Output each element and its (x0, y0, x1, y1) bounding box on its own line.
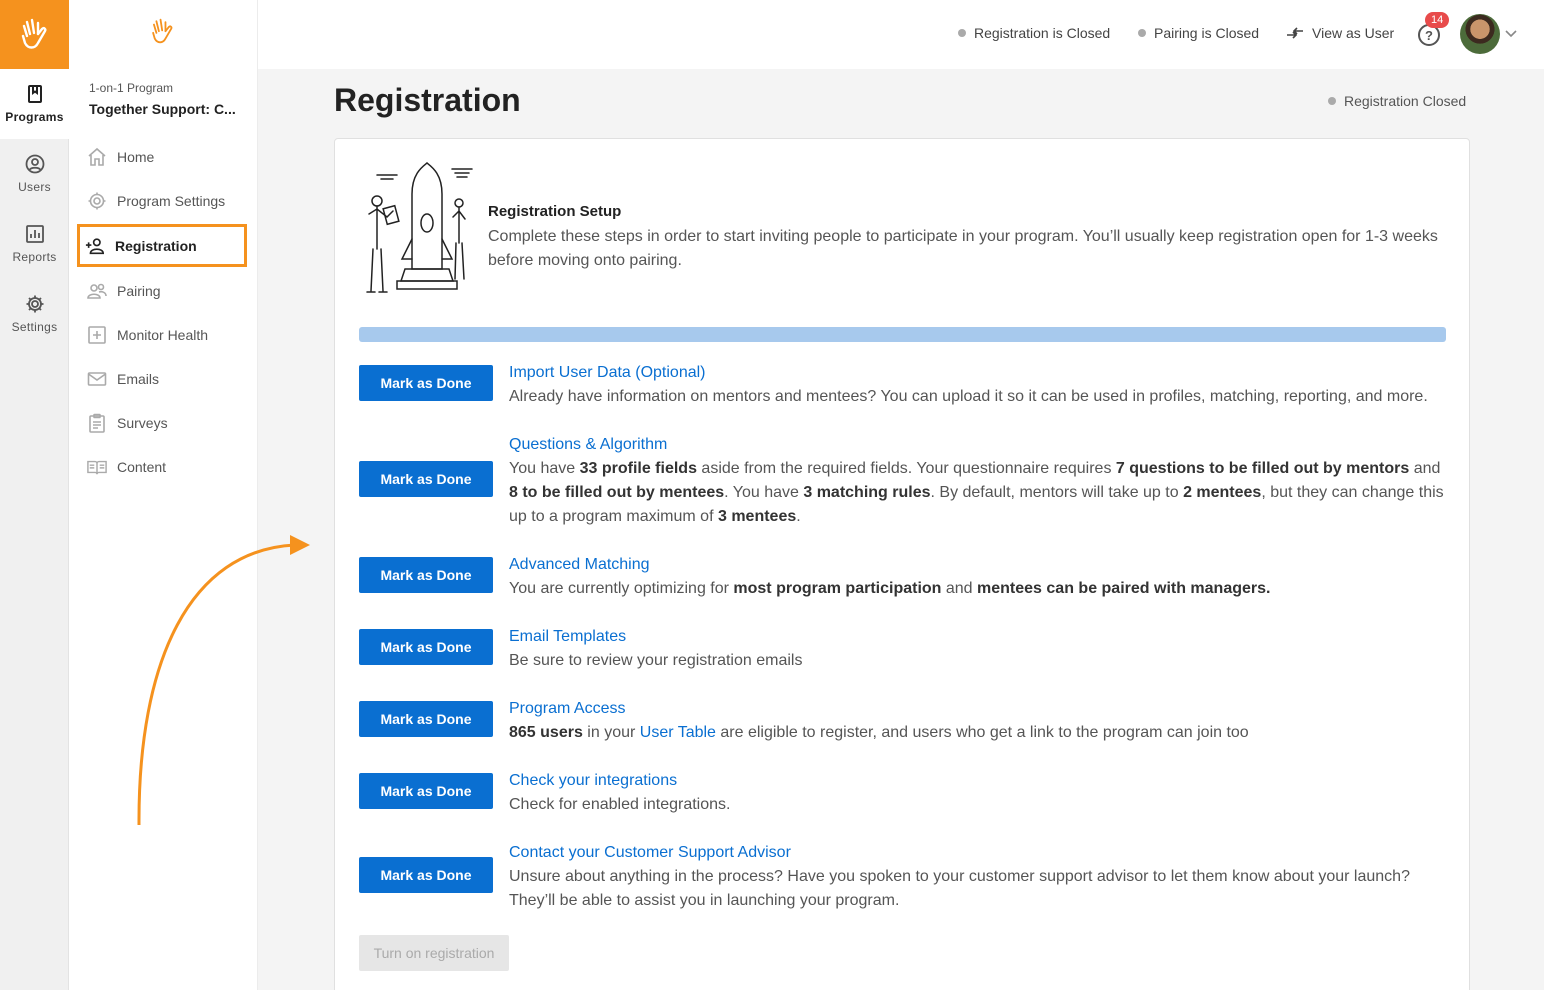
mark-as-done-button[interactable]: Mark as Done (359, 461, 493, 497)
step-title-link[interactable]: Import User Data (Optional) (509, 364, 706, 381)
setup-description: Complete these steps in order to start inviting people to participate in your program. You’ll usually keep registration open for 1-3 weeks before moving onto pairing. (488, 228, 1438, 269)
home-icon (87, 147, 107, 167)
step-title-link[interactable]: Questions & Algorithm (509, 436, 668, 453)
mark-as-done-button[interactable]: Mark as Done (359, 701, 493, 737)
step-title-link[interactable]: Email Templates (509, 628, 627, 645)
sidebar-item-label: Pairing (117, 283, 161, 299)
rail-item-reports[interactable] (0, 209, 69, 279)
book-icon (87, 457, 107, 477)
turn-on-registration-button[interactable]: Turn on registration (359, 935, 509, 971)
sidebar-item-label: Program Settings (117, 193, 226, 209)
sidebar-item-registration[interactable] (77, 224, 247, 267)
pairing-status-chip (1138, 25, 1259, 41)
user-circle-icon (25, 154, 45, 174)
rail-item-label: Users (18, 180, 51, 194)
annotation-arrow (130, 530, 320, 830)
chevron-down-icon[interactable] (1504, 26, 1518, 40)
app-rail (0, 0, 69, 990)
page-status-text: Registration Closed (1344, 93, 1467, 109)
clipboard-icon (87, 413, 107, 433)
waving-hand-icon (149, 16, 177, 48)
sidebar-item-label: Emails (117, 371, 160, 387)
notification-badge: 14 (1425, 12, 1449, 28)
gear-icon (87, 191, 107, 211)
step-description: You have 33 profile fields aside from the required fields. Your questionnaire requires 7 questions to be filled out by mentors and 8 to be filled out by mentees. You have 3 matching rules. By default, mentors will take up to 2 mentees, but they can change this up to a program maximum of 3 mentees. (509, 460, 1444, 525)
step-title-link[interactable]: Program Access (509, 700, 626, 717)
step-title-link[interactable]: Advanced Matching (509, 556, 650, 573)
rail-item-label: Programs (5, 110, 64, 124)
sidebar-item-label: Surveys (117, 415, 168, 431)
top-bar (258, 0, 1544, 69)
gear-icon (25, 294, 45, 314)
mail-icon (87, 369, 107, 389)
users-icon (87, 281, 107, 301)
rail-item-label: Settings (11, 320, 58, 334)
setup-title: Registration Setup (488, 203, 622, 220)
registration-status-text: Registration is Closed (974, 25, 1111, 41)
view-as-user-label: View as User (1312, 25, 1395, 41)
mark-as-done-button[interactable]: Mark as Done (359, 773, 493, 809)
sidebar-item-emails[interactable] (79, 359, 247, 399)
user-table-link[interactable]: User Table (639, 724, 716, 741)
sidebar-item-surveys[interactable] (79, 403, 247, 443)
sidebar-item-program-settings[interactable] (79, 181, 247, 221)
sidebar-item-content[interactable] (79, 447, 247, 487)
step-description: Already have information on mentors and mentees? You can upload it so it can be used in profiles, matching, reporting, and more. (509, 388, 1428, 405)
sidebar-item-monitor-health[interactable] (79, 315, 247, 355)
status-dot (1138, 29, 1146, 37)
step-description: 865 users in your User Table are eligible to register, and users who get a link to the program can join too (509, 724, 1249, 741)
step-title-link[interactable]: Contact your Customer Support Advisor (509, 844, 791, 861)
step-title-link[interactable]: Check your integrations (509, 772, 678, 789)
view-as-user-button[interactable] (1286, 25, 1394, 41)
add-user-icon (85, 236, 105, 256)
mark-as-done-button[interactable]: Mark as Done (359, 857, 493, 893)
rail-item-settings[interactable] (0, 279, 69, 349)
sidebar-item-label: Content (117, 459, 167, 475)
bar-chart-icon (25, 224, 45, 244)
page-status-badge (1328, 93, 1466, 109)
sidebar-item-label: Registration (115, 237, 197, 254)
rail-item-label: Reports (12, 250, 57, 264)
sidebar-item-home[interactable] (79, 137, 247, 177)
sidebar-item-label: Monitor Health (117, 327, 209, 343)
status-dot (958, 29, 966, 37)
swap-arrows-icon (1286, 26, 1304, 40)
status-dot (1328, 97, 1336, 105)
pairing-status-text: Pairing is Closed (1154, 25, 1260, 41)
bookmark-icon (25, 84, 45, 104)
step-description: You are currently optimizing for most program participation and mentees can be paired with managers. (509, 580, 1271, 597)
mark-as-done-button[interactable]: Mark as Done (359, 365, 493, 401)
mark-as-done-button[interactable]: Mark as Done (359, 557, 493, 593)
avatar[interactable] (1460, 14, 1500, 54)
sidebar-item-pairing[interactable] (79, 271, 247, 311)
registration-status-chip (958, 25, 1110, 41)
program-type-label: 1-on-1 Program (89, 81, 174, 95)
plus-square-icon (87, 325, 107, 345)
help-icon[interactable]: ? (1418, 24, 1440, 46)
app-logo[interactable] (0, 0, 69, 69)
mark-as-done-button[interactable]: Mark as Done (359, 629, 493, 665)
rocket-illustration (357, 159, 477, 309)
sidebar-item-label: Home (117, 149, 155, 165)
registration-setup-card (334, 138, 1470, 990)
step-description: Be sure to review your registration emails (509, 652, 803, 669)
waving-hand-icon (18, 16, 52, 54)
setup-progress-bar (359, 327, 1446, 342)
rail-item-programs[interactable] (0, 69, 69, 139)
step-description: Check for enabled integrations. (509, 796, 731, 813)
program-sidebar (69, 0, 258, 990)
step-description: Unsure about anything in the process? Have you spoken to your customer support advisor to let them know about your launch? They’ll be able to assist you in launching your program. (509, 868, 1410, 909)
rail-item-users[interactable] (0, 139, 69, 209)
page-title: Registration (334, 82, 521, 118)
program-name[interactable]: Together Support: C... (89, 101, 236, 117)
